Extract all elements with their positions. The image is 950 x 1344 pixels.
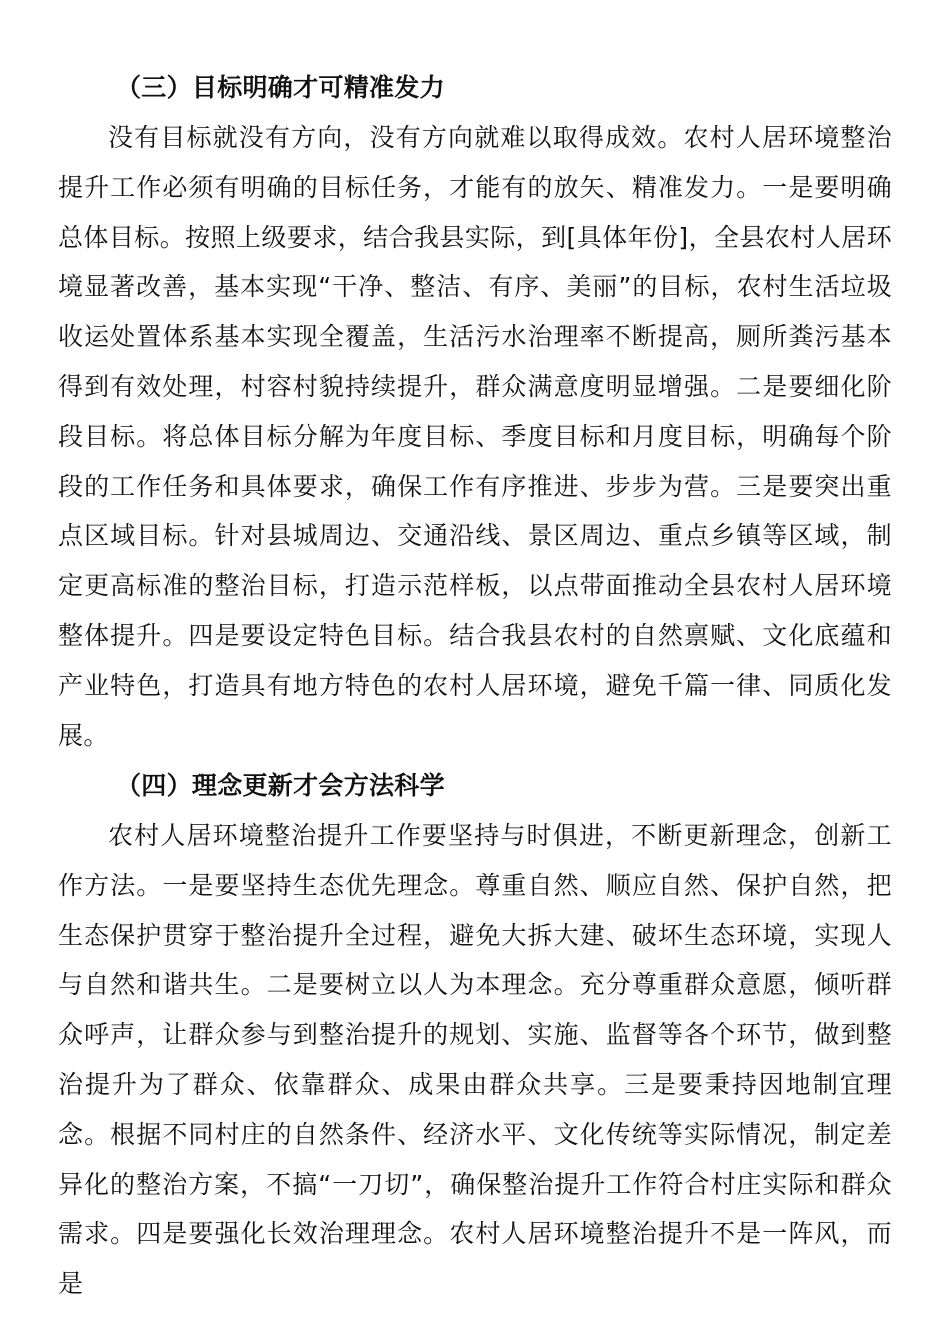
section-paragraph: 没有目标就没有方向，没有方向就难以取得成效。农村人居环境整治提升工作必须有明确的目标任务，才能有的放矢、精准发力。一是要明确总体目标。按照上级要求，结合我县实际，到[具体年份]，全县农村人居环境显著改善，基本实现“干净、整洁、有序、美丽”的目标，农村生活垃圾收运处置体系基本实现全覆盖，生活污水治理率不断提高，厕所粪污基本得到有效处理，村容村貌持续提升，群众满意度明显增强。二是要细化阶段目标。将总体目标分解为年度目标、季度目标和月度目标，明确每个阶段的工作任务和具体要求，确保工作有序推进、步步为营。三是要突出重点区域目标。针对县城周边、交通沿线、景区周边、重点乡镇等区域，制定更高标准的整治目标，打造示范样板，以点带面推动全县农村人居环境整体提升。四是要设定特色目标。结合我县农村的自然禀赋、文化底蕴和产业特色，打造具有地方特色的农村人居环境，避免千篇一律、同质化发展。 <box>58 123 892 750</box>
section-paragraph: 农村人居环境整治提升工作要坚持与时俱进，不断更新理念，创新工作方法。一是要坚持生态优先理念。尊重自然、顺应自然、保护自然，把生态保护贯穿于整治提升全过程，避免大拆大建、破坏生态环境，实现人与自然和谐共生。二是要树立以人为本理念。充分尊重群众意愿，倾听群众呼声，让群众参与到整治提升的规划、实施、监督等各个环节，做到整治提升为了群众、依靠群众、成果由群众共享。三是要秉持因地制宜理念。根据不同村庄的自然条件、经济水平、文化传统等实际情况，制定差异化的整治方案，不搞“一刀切”，确保整治提升工作符合村庄实际和群众需求。四是要强化长效治理理念。农村人居环境整治提升不是一阵风，而是 <box>58 821 892 1299</box>
section-three <box>58 63 892 760</box>
section-heading: （三）目标明确才可精准发力 <box>116 73 445 102</box>
section-four <box>58 761 892 1309</box>
section-heading: （四）理念更新才会方法科学 <box>116 771 445 800</box>
